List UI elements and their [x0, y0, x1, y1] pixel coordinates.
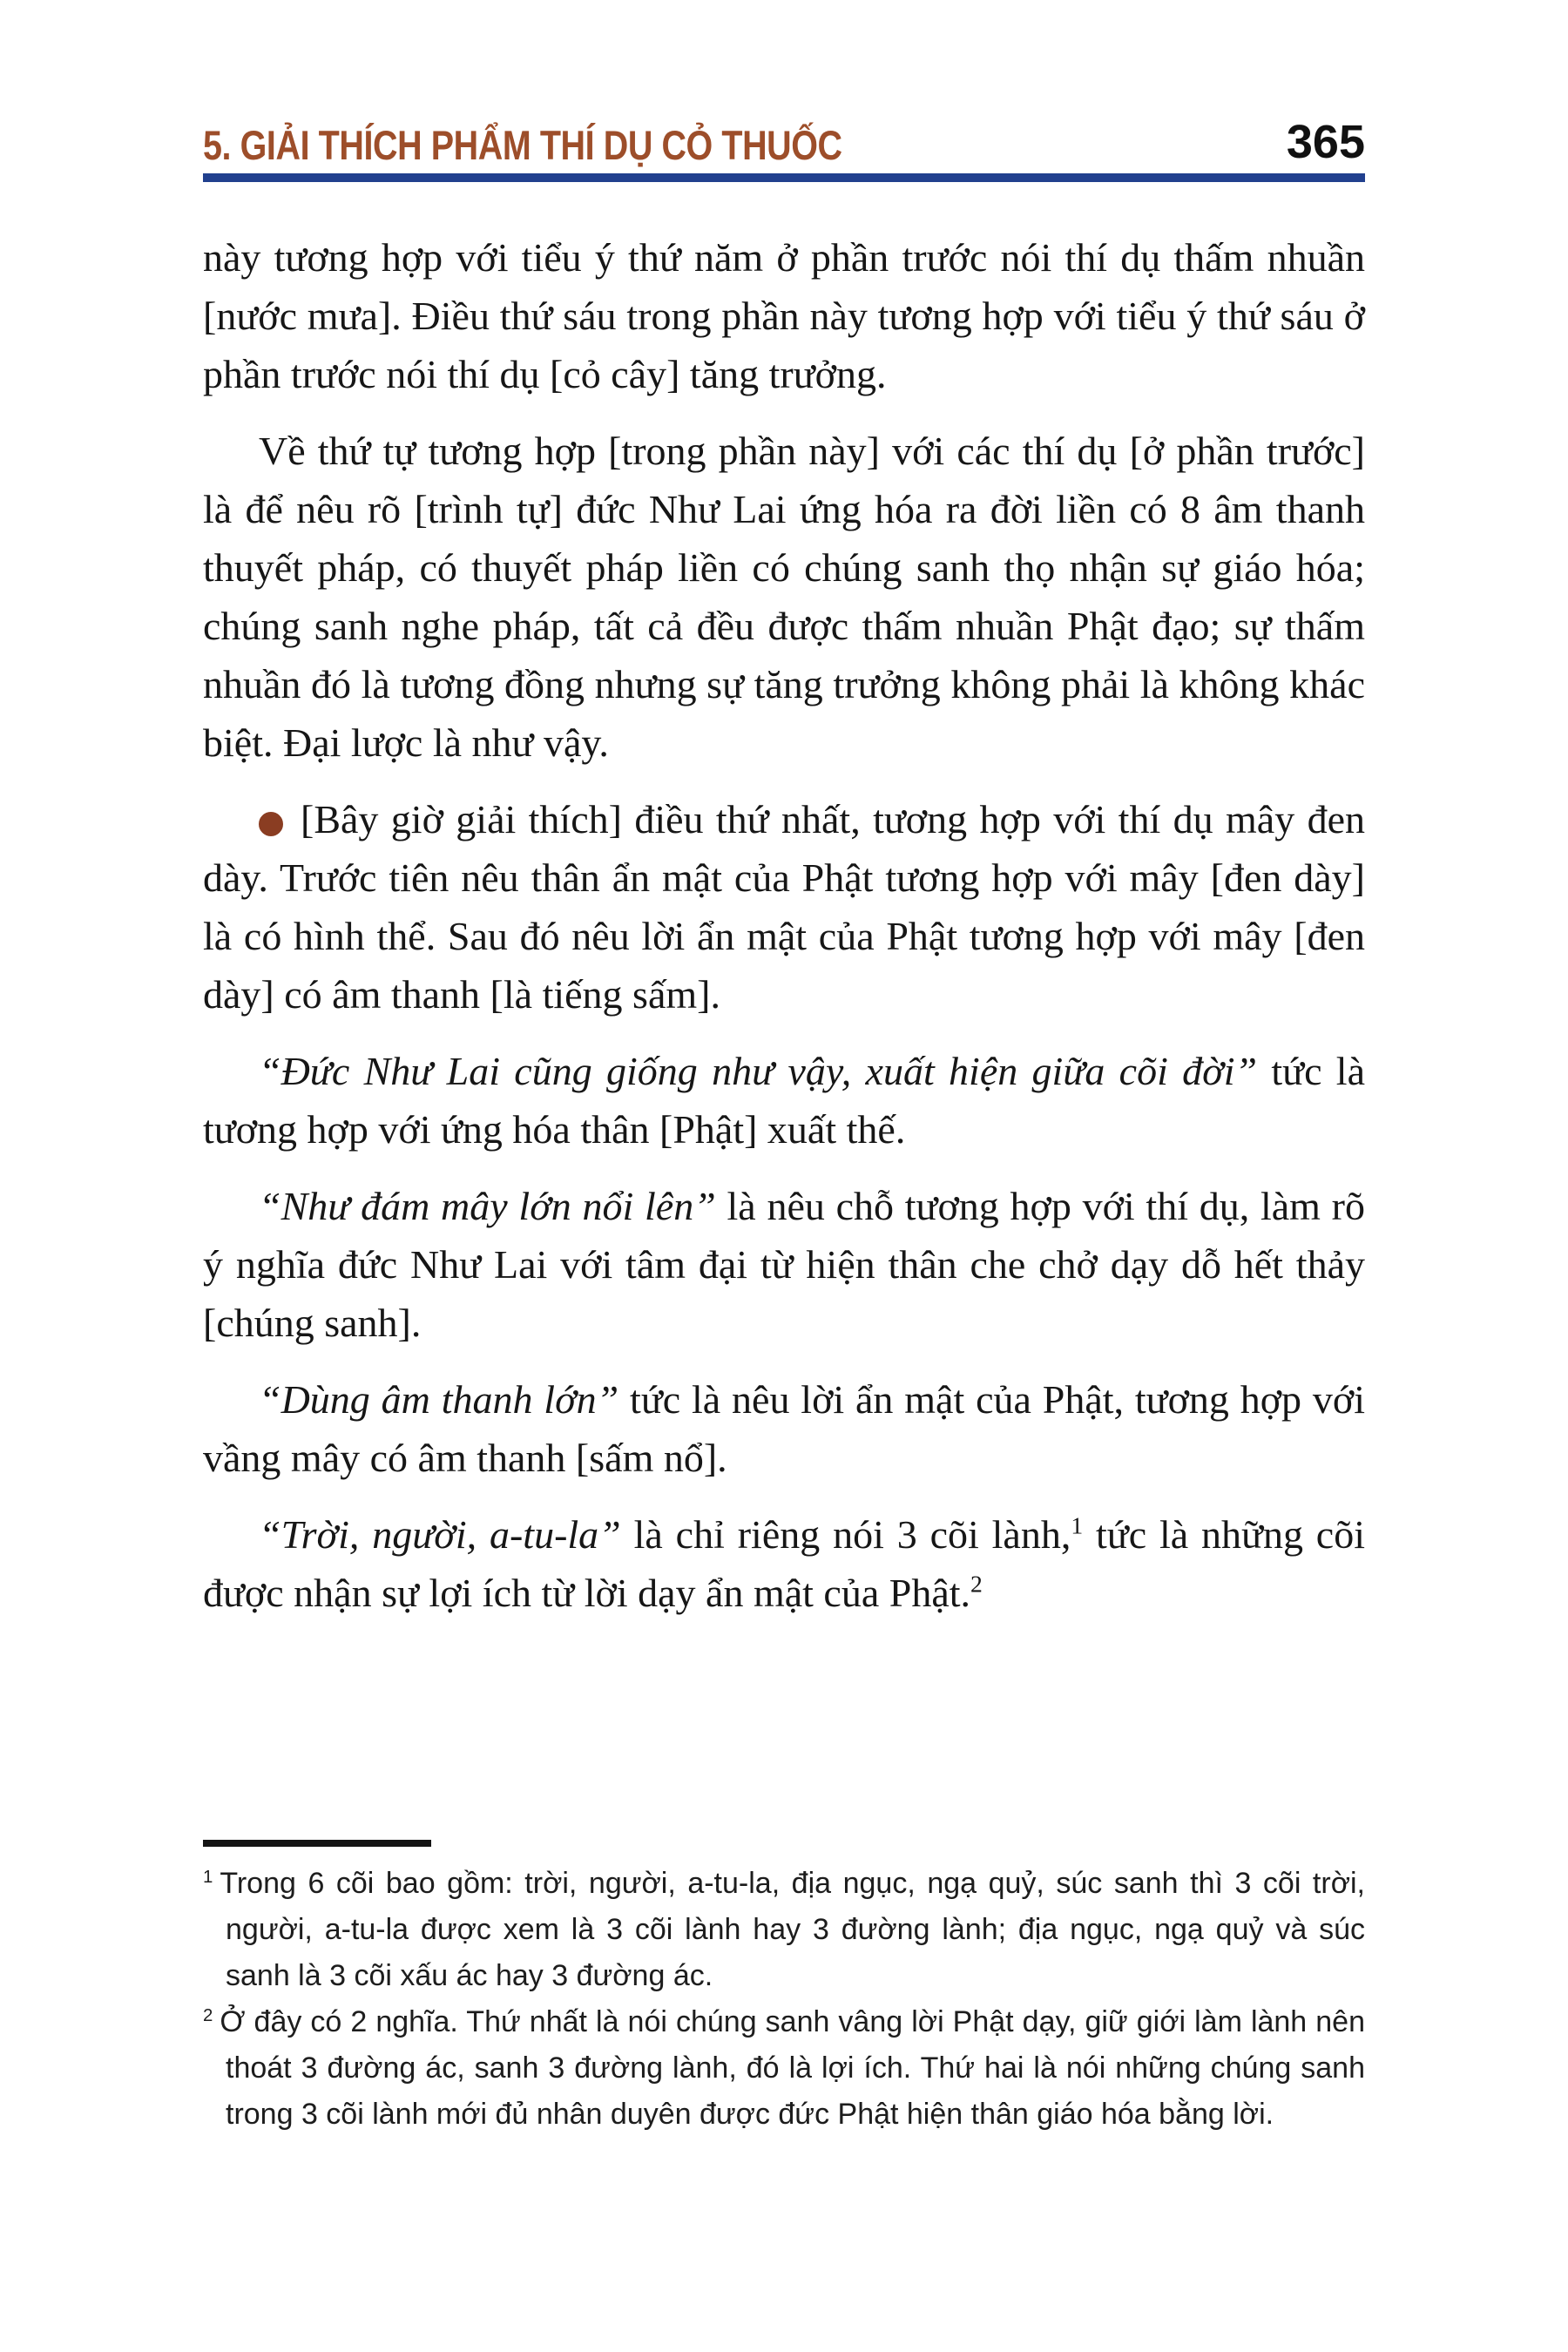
quoted-scripture: “Dùng âm thanh lớn”: [259, 1377, 619, 1422]
footnote-text: Ở đây có 2 nghĩa. Thứ nhất là nói chúng sanh vâng lời Phật dạy, giữ giới làm lành nên thoát 3 đường ác, sanh 3 đường lành, đó là lợi ích. Thứ hai là nói những chúng sanh trong 3 cõi lành mới đủ nhân duyên được đức Phật hiện thân giáo hóa bằng lời.: [220, 2005, 1365, 2131]
page-number: 365: [1286, 116, 1365, 168]
footnote: [203, 1999, 1365, 2138]
paragraph-text: là nêu chỗ tương hợp với thí dụ, làm rõ ý nghĩa đức Như Lai với tâm đại từ hiện thân che chở dạy dỗ hết thảy [chúng sanh].: [203, 1184, 1365, 1345]
footnote: [203, 1861, 1365, 1999]
chapter-title: 5. GIẢI THÍCH PHẨM THÍ DỤ CỎ THUỐC: [203, 122, 842, 168]
running-header: [203, 115, 1365, 166]
ring-bullet-icon: [259, 812, 283, 836]
paragraph-text: tức là những cõi được nhận sự lợi ích từ lời dạy ẩn mật của Phật.: [203, 1512, 1365, 1615]
paragraph-text: là chỉ riêng nói 3 cõi lành,: [620, 1512, 1071, 1557]
footnotes: [203, 1861, 1365, 2138]
paragraph: [203, 1177, 1365, 1352]
footnote-separator: [203, 1840, 431, 1847]
paragraph: [203, 790, 1365, 1024]
footnote-marker: 2: [203, 2005, 213, 2025]
quoted-scripture: “Như đám mây lớn nổi lên”: [259, 1184, 716, 1228]
paragraph: [203, 1370, 1365, 1487]
footnote-reference: 1: [1071, 1511, 1084, 1539]
paragraph-text: [Bây giờ giải thích] điều thứ nhất, tương hợp với thí dụ mây đen dày. Trước tiên nêu thân ẩn mật của Phật tương hợp với mây [đen dày] là có hình thể. Sau đó nêu lời ẩn mật của Phật tương hợp với mây [đen dày] có âm thanh [là tiếng sấm].: [203, 797, 1365, 1017]
header-rule: [203, 173, 1365, 182]
body-text: [203, 228, 1365, 1622]
paragraph: [203, 228, 1365, 403]
paragraph: [203, 422, 1365, 772]
paragraph-text: tức là tương hợp với ứng hóa thân [Phật] xuất thế.: [203, 1049, 1365, 1152]
quoted-scripture: “Trời, người, a-tu-la”: [259, 1512, 621, 1557]
paragraph: [203, 1505, 1365, 1622]
paragraph-text: Về thứ tự tương hợp [trong phần này] với các thí dụ [ở phần trước] là để nêu rõ [trình tự] đức Như Lai ứng hóa ra đời liền có 8 âm thanh thuyết pháp, có thuyết pháp liền có chúng sanh thọ nhận sự giáo hóa; chúng sanh nghe pháp, tất cả đều được thấm nhuần Phật đạo; sự thấm nhuần đó là tương đồng nhưng sự tăng trưởng không phải là không khác biệt. Đại lược là như vậy.: [203, 429, 1365, 765]
footnote-text: Trong 6 cõi bao gồm: trời, người, a-tu-la, địa ngục, ngạ quỷ, súc sanh thì 3 cõi trời, người, a-tu-la được xem là 3 cõi lành hay 3 đường lành; địa ngục, ngạ quỷ và súc sanh là 3 cõi xấu ác hay 3 đường ác.: [220, 1867, 1365, 1992]
footnote-marker: 1: [203, 1867, 213, 1887]
quoted-scripture: “Đức Như Lai cũng giống như vậy, xuất hiện giữa cõi đời”: [259, 1049, 1258, 1093]
footnote-reference: 2: [970, 1570, 983, 1598]
paragraph: [203, 1042, 1365, 1159]
paragraph-text: này tương hợp với tiểu ý thứ năm ở phần trước nói thí dụ thấm nhuần [nước mưa]. Điều thứ sáu trong phần này tương hợp với tiểu ý thứ sáu ở phần trước nói thí dụ [cỏ cây] tăng trưởng.: [203, 235, 1365, 396]
paragraph-text: tức là nêu lời ẩn mật của Phật, tương hợp với vầng mây có âm thanh [sấm nổ].: [203, 1377, 1365, 1480]
